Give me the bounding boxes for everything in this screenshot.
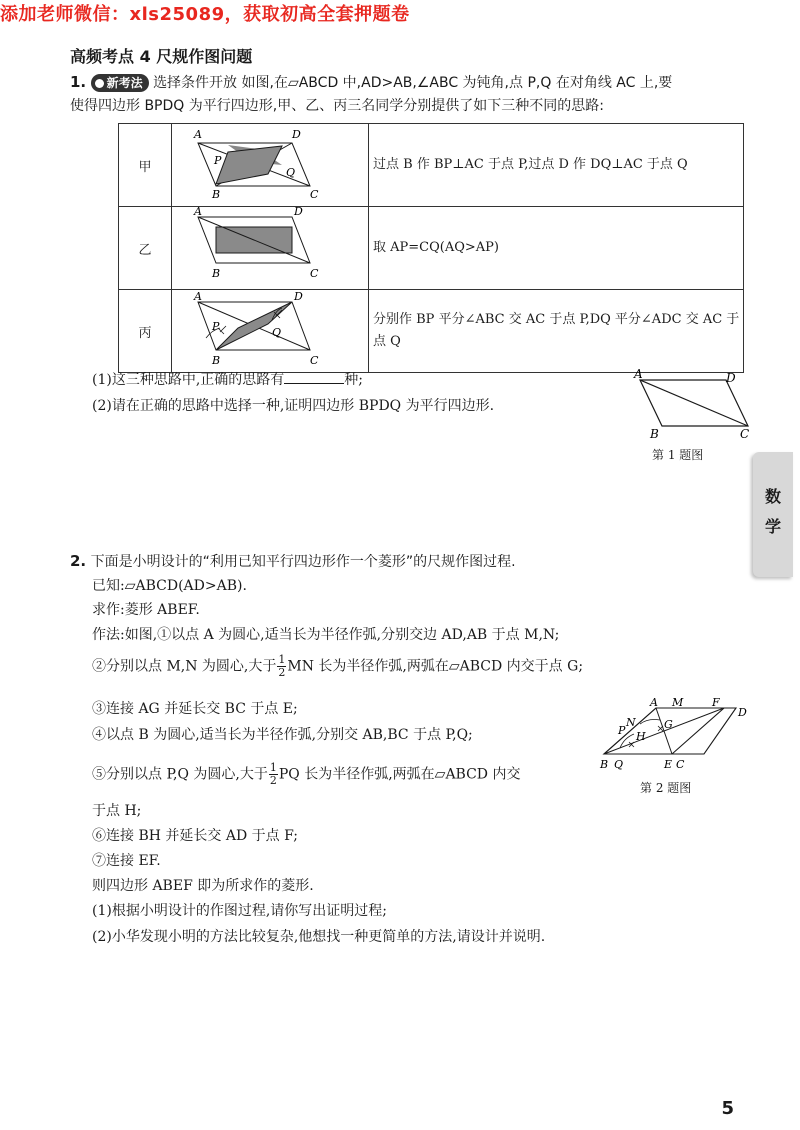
q1-sub1 [92,369,363,391]
label-d: D [738,706,747,719]
label-b: B [650,427,659,440]
label-b: B [212,354,221,367]
label-f: F [712,696,720,709]
page-number: 5 [721,1098,734,1119]
label-a: A [194,290,202,303]
side-tab-label [763,482,783,542]
answer-blank[interactable] [284,383,344,384]
subject-side-tab [753,452,793,577]
q2-known: 已知:▱ABCD(AD>AB). [92,578,247,594]
q1-text-1: 选择条件开放 如图,在▱ABCD 中,AD>AB,∠ABC 为钝角,点 P,Q 在对角线 AC 上,要 [153,75,673,91]
figure-2-parallelogram [596,696,776,776]
side-tab-char-2: 学 [764,517,781,536]
method-figure-cell [172,207,369,290]
label-c: C [676,758,685,771]
frac-numerator: 1 [278,653,286,666]
method-text: 取 AP=CQ(AQ>AP) [373,240,499,255]
q1-sub1-suffix: 种; [344,372,363,388]
label-c: C [740,427,750,440]
figure-1-caption: 第 1 题图 [652,448,704,462]
figure-2-caption: 第 2 题图 [640,781,692,795]
q2-intro: 下面是小明设计的“利用已知平行四边形作一个菱形”的尺规作图过程. [90,554,516,570]
label-c: C [310,267,319,280]
q1-sub2: (2)请在正确的思路中选择一种,证明四边形 BPDQ 为平行四边形. [92,398,495,414]
q2-step5-text: ⑤分别以点 P,Q 为圆心,大于 [92,766,268,783]
tag-label: 新考法 [106,76,143,90]
label-p: P [618,724,626,737]
frac-numerator: 1 [269,761,277,774]
table-row [119,290,744,373]
label-a: A [194,207,202,218]
q2-sub1: (1)根据小明设计的作图过程,请你写出证明过程; [92,903,387,919]
q2-step2-text: ②分别以点 M,N 为圆心,大于 [92,658,277,675]
methods-table [118,123,744,373]
frac-denominator: 2 [278,666,286,679]
label-e: E [664,758,673,771]
q1-line2: 使得四边形 BPDQ 为平行四边形,甲、乙、丙三名同学分别提供了如下三种不同的思路: [70,98,604,114]
method-text: 分别作 BP 平分∠ABC 交 AC 于点 P,DQ 平分∠ADC 交 AC 于 [373,312,740,327]
q2-intro-line [70,550,516,573]
q2-number: 2. [70,552,87,570]
frac-denominator: 2 [269,774,277,787]
q2-step5 [92,762,520,787]
label-c: C [310,188,319,201]
label-a: A [650,696,658,709]
q1-line1 [70,71,672,94]
method-text-continued: 点 Q [373,334,401,349]
label-m: M [672,696,684,709]
label-q: Q [272,326,282,339]
q2-step5-cont: 于点 H; [92,803,142,819]
label-c: C [310,354,319,367]
label-q: Q [286,166,296,179]
watermark-text: 添加老师微信：xls25089，获取初高全套押题卷 [0,4,410,25]
side-tab-char-1: 数 [764,487,781,506]
method-description [369,207,744,290]
method-figure-cell [172,124,369,207]
label-g: G [664,718,673,731]
section-title: 高频考点 4 尺规作图问题 [70,47,253,66]
label-d: D [294,290,303,303]
label-a: A [634,368,643,381]
label-b: B [600,758,609,771]
parallelogram-figure-bing [172,290,368,368]
q2-sub2: (2)小华发现小明的方法比较复杂,他想找一种更简单的方法,请设计并说明. [92,929,546,945]
method-description [369,124,744,207]
q2-step4: ④以点 B 为圆心,适当长为半径作弧,分别交 AB,BC 于点 P,Q; [92,727,473,743]
label-p: P [214,154,222,167]
label-d: D [294,207,303,218]
label-h: H [636,730,646,743]
label-q: Q [614,758,624,771]
label-a: A [194,128,202,141]
q2-step3: ③连接 AG 并延长交 BC 于点 E; [92,701,298,717]
method-name: 甲 [119,124,172,207]
q2-step6: ⑥连接 BH 并延长交 AD 于点 F; [92,828,299,844]
q2-step5-text-2: PQ 长为半径作弧,两弧在▱ABCD 内交 [278,766,521,783]
q2-step7: ⑦连接 EF. [92,853,161,869]
method-text: 过点 B 作 BP⊥AC 于点 P,过点 D 作 DQ⊥AC 于点 Q [373,157,688,172]
q1-sub1-text: (1)这三种思路中,正确的思路有 [92,372,285,388]
label-b: B [212,188,221,201]
method-name: 丙 [119,290,172,373]
q1-number: 1. [70,73,87,91]
q2-task: 求作:菱形 ABEF. [92,602,200,618]
parallelogram-figure-yi [172,207,368,285]
fraction-one-half [277,654,286,679]
label-p: P [212,320,220,333]
table-row [119,207,744,290]
method-figure-cell [172,290,369,373]
q2-step2-text-2: MN 长为半径作弧,两弧在▱ABCD 内交于点 G; [287,658,584,675]
q2-step1: 作法:如图,①以点 A 为圆心,适当长为半径作弧,分别交边 AD,AB 于点 M,N; [92,627,560,643]
figure-1-parallelogram [630,368,760,440]
label-d: D [292,128,301,141]
fraction-one-half [269,762,278,787]
label-n: N [626,716,636,729]
table-row [119,124,744,207]
label-d: D [726,371,736,385]
q2-conclusion: 则四边形 ABEF 即为所求作的菱形. [92,878,314,894]
parallelogram-figure-jia [172,124,368,202]
method-name: 乙 [119,207,172,290]
new-method-tag [91,74,149,92]
q2-step2 [92,654,583,679]
bulb-icon [95,79,104,88]
method-description [369,290,744,373]
label-b: B [212,267,221,280]
